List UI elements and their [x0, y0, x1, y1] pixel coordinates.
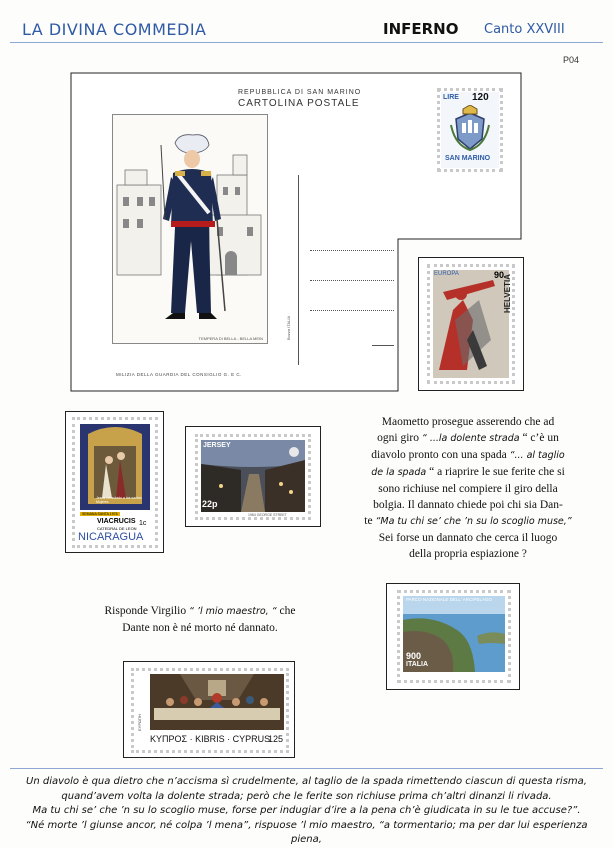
postcard-side-caption: Bozza ITALIA [286, 315, 291, 340]
quote: “Ma tu chi se’ che ’n su lo scoglio muse,” [375, 516, 572, 527]
stamp-mount-cyprus: ΕΥΡΩΠΗ ΚΥΠΡΟΣ · KIBRIS · CYPRUS 125 [123, 661, 295, 758]
footer-verses: Un diavolo è qua dietro che n’accisma sì crudelmente, al taglio de la spada rimettendo ciascun di questa risma, quand’avem volta la dolente strada; però che le ferite son richiuse prima ch’altri dinanzi li rivada. Ma tu chi se’ che ’n su lo scoglio muse, forse per indugiar d’ire a la pena ch’è giudicata in su le tue accuse?”. “Né morte ’l giunse ancor, né colpa ’l mena”, rispuose ’l mio maestro, “a tormentario; ma per dar lui esperienza piena, [25, 776, 588, 845]
address-line [310, 250, 394, 251]
footer-rule [10, 768, 603, 769]
quote: “ ...la dolente strada [421, 433, 520, 444]
postcard-illustration [112, 114, 268, 344]
guard-soldier-illustration [113, 115, 267, 343]
quote: “... al taglio [509, 450, 565, 461]
stamp-mount-helvetia: EUROPA 90 HELVETIA [418, 257, 524, 391]
quote: “ ’l mio maestro, “ [189, 606, 277, 617]
san-marino-stamp: LIRE 120 SAN MARINO [437, 88, 503, 172]
address-line [372, 345, 394, 346]
postcard-divider [298, 175, 299, 365]
address-line [310, 310, 394, 311]
album-title: LA DIVINA COMMEDIA [22, 20, 207, 39]
canto-title: Canto XXVIII [484, 22, 565, 37]
stamp-mount-italia: PARCO NAZIONALE DELL' ARCIPELAGO 900 ITALIA [386, 583, 520, 690]
address-line [310, 280, 394, 281]
artist-caption: TEMPERA DI BELLA - BELLA MEIN [198, 336, 263, 341]
postcard-issuer: REPUBBLICA DI SAN MARINO [238, 89, 362, 96]
paragraph-virgilio: Risponde Virgilio “ ’l mio maestro, “ che Dante non è né morto né dannato. [104, 605, 296, 634]
quote: de la spada [371, 467, 427, 478]
coat-of-arms-icon [449, 105, 491, 151]
paragraph-maometto: Maometto prosegue asserendo che ad ogni giro “ ...la dolente strada “ c’è un diavolo pronto con una spada “... al taglio de la spada “ a riaprire le sue ferite che si sono richiuse nel compiere il giro della bolgia. Il dannato chiede poi chi sia Dan- te “Ma tu chi se’ che ’n su lo scoglio muse,” Sei forse un dannato che cerca il luogo della propria espiazione ? [364, 416, 572, 560]
last-supper-artwork [150, 674, 284, 730]
postcard-caption: MILIZIA DELLA GUARDIA DEL CONSIGLIO G. E C. [116, 372, 242, 377]
section-title: INFERNO [383, 20, 459, 38]
stamp-mount-jersey: JERSEY 22p 1984 GEORGE STREET [185, 426, 321, 527]
helvetia-stamp-artwork [433, 270, 509, 378]
postcard-title: CARTOLINA POSTALE [238, 98, 360, 109]
page-number: P04 [563, 55, 580, 65]
header-rule [10, 42, 603, 43]
stamp-mount-nicaragua: Jesus consolado a las santas Mujeres SEMANA SANTA 1976 VIACRUCIS CATEDRAL DE LEON 1c NICARAGUA [65, 411, 164, 553]
